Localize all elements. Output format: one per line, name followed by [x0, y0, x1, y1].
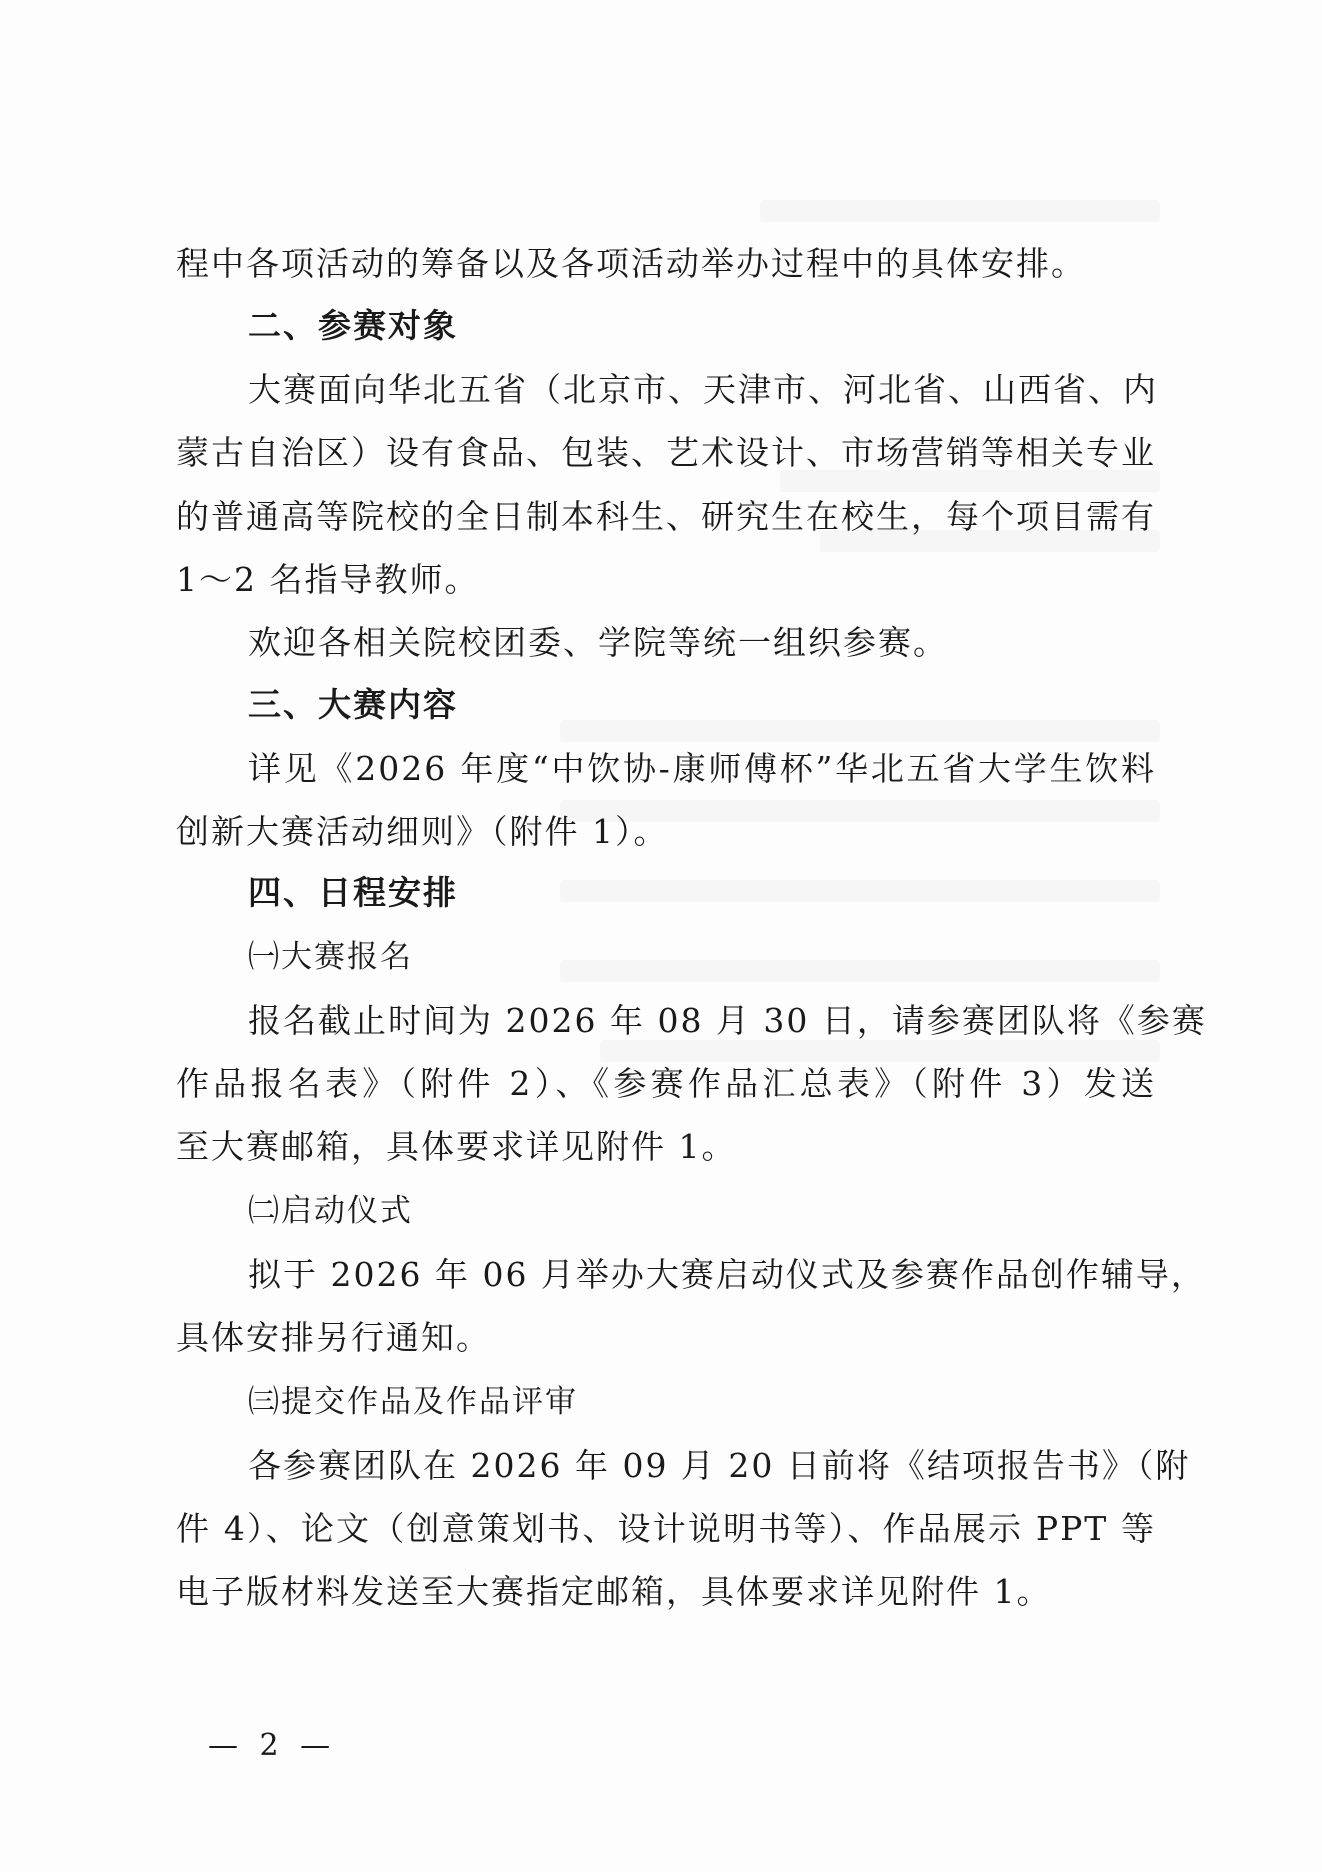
paragraph-line: 作品报名表》（附件 2）、《参赛作品汇总表》（附件 3）发送	[176, 1064, 1156, 1103]
subsection-heading: ㈠大赛报名	[248, 939, 413, 975]
paragraph-line: 详见《2026 年度“中饮协-康师傅杯”华北五省大学生饮料	[248, 749, 1156, 788]
paragraph-line: 创新大赛活动细则》（附件 1）。	[176, 812, 669, 851]
paragraph-line: 程中各项活动的筹备以及各项活动举办过程中的具体安排。	[176, 244, 1086, 283]
section-heading: 三、大赛内容	[248, 685, 458, 724]
paragraph-line: 1～2 名指导教师。	[176, 560, 480, 599]
paragraph-line: 电子版材料发送至大赛指定邮箱，具体要求详见附件 1。	[176, 1572, 1052, 1611]
scan-bleed-through	[760, 200, 1160, 222]
section-heading: 四、日程安排	[248, 873, 458, 912]
section-heading: 二、参赛对象	[248, 306, 458, 345]
paragraph-line: 的普通高等院校的全日制本科生、研究生在校生，每个项目需有	[176, 497, 1156, 536]
page-number: — 2 —	[208, 1728, 337, 1763]
paragraph-line: 件 4）、论文（创意策划书、设计说明书等）、作品展示 PPT 等	[176, 1509, 1156, 1548]
paragraph-line: 大赛面向华北五省（北京市、天津市、河北省、山西省、内	[248, 370, 1158, 409]
paragraph-line: 各参赛团队在 2026 年 09 月 20 日前将《结项报告书》（附	[248, 1446, 1191, 1485]
scan-bleed-through	[780, 470, 1160, 492]
paragraph-line: 具体安排另行通知。	[176, 1318, 491, 1357]
paragraph-line: 报名截止时间为 2026 年 08 月 30 日，请参赛团队将《参赛	[248, 1001, 1207, 1040]
paragraph-line: 至大赛邮箱，具体要求详见附件 1。	[176, 1127, 737, 1166]
paragraph-line: 蒙古自治区）设有食品、包装、艺术设计、市场营销等相关专业	[176, 433, 1156, 472]
subsection-heading: ㈡启动仪式	[248, 1193, 413, 1229]
paragraph-line: 欢迎各相关院校团委、学院等统一组织参赛。	[248, 623, 948, 662]
scan-bleed-through	[600, 1040, 1160, 1062]
subsection-heading: ㈢提交作品及作品评审	[248, 1384, 578, 1420]
paragraph-line: 拟于 2026 年 06 月举办大赛启动仪式及参赛作品创作辅导，	[248, 1255, 1206, 1294]
